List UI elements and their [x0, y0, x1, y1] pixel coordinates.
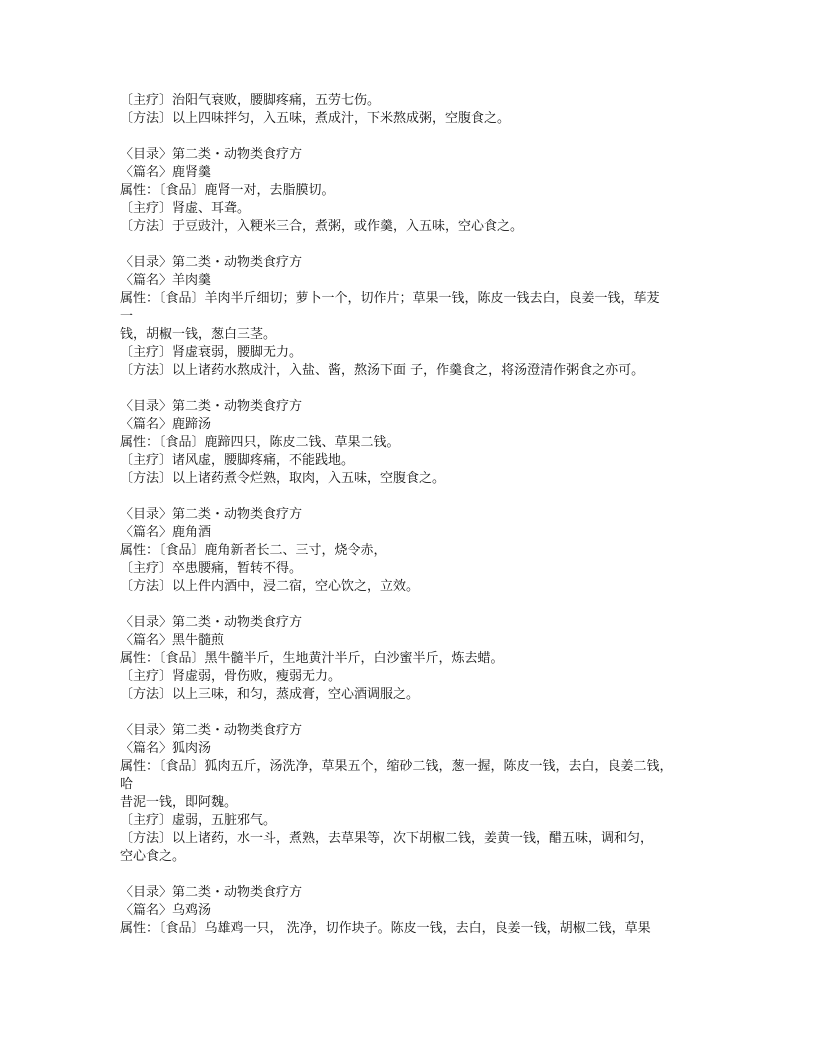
text-line: 〈篇名〉鹿肾羹 — [120, 165, 212, 180]
text-line: 钱，胡椒一钱，葱白三茎。 — [120, 327, 277, 342]
text-line: 属性：〔食品〕黑牛髓半斤，生地黄汁半斤，白沙蜜半斤，炼去蜡。 — [120, 651, 504, 666]
text-line: 属性：〔食品〕鹿肾一对，去脂膜切。 — [120, 183, 335, 198]
text-line: 〔主疗〕诸风虚，腰脚疼痛，不能践地。 — [120, 453, 355, 468]
paragraph-gap — [120, 596, 700, 614]
text-line: 〔主疗〕肾虚、耳聋。 — [120, 201, 251, 216]
text-line: 一 — [120, 309, 134, 324]
paragraph-gap — [120, 380, 700, 398]
text-line: 〈目录〉第二类・动物类食疗方 — [120, 147, 303, 162]
text-line: 属性：〔食品〕鹿蹄四只，陈皮二钱、草果二钱。 — [120, 435, 400, 450]
text-line: 〔方法〕以上件内酒中，浸二宿，空心饮之，立效。 — [120, 579, 420, 594]
text-line: 〔方法〕于豆豉汁，入粳米三合，煮粥，或作羹，入五味，空心食之。 — [120, 219, 524, 234]
recipe-entry — [120, 884, 700, 938]
text-line: 属性：〔食品〕鹿角新者长二、三寸，烧令赤， — [120, 543, 387, 558]
paragraph-gap — [120, 236, 700, 254]
text-line: 〈目录〉第二类・动物类食疗方 — [120, 885, 303, 900]
text-line: 〈篇名〉乌鸡汤 — [120, 903, 212, 918]
text-line: 〈目录〉第二类・动物类食疗方 — [120, 399, 303, 414]
text-line: 空心食之。 — [120, 849, 186, 864]
text-line: 〔方法〕以上诸药，水一斗，煮熟，去草果等，次下胡椒二钱，姜黄一钱，醋五味，调和匀， — [120, 831, 654, 846]
text-line: 〈篇名〉鹿角酒 — [120, 525, 212, 540]
recipe-entry — [120, 398, 700, 488]
text-line: 〈篇名〉鹿蹄汤 — [120, 417, 212, 432]
text-line: 〈篇名〉黑牛髓煎 — [120, 633, 225, 648]
text-line: 〔方法〕以上三味，和匀，蒸成膏，空心酒调服之。 — [120, 687, 420, 702]
text-line: 〔方法〕以上诸药水熬成汁，入盐、酱，熬汤下面 子，作羹食之，将汤澄清作粥食之亦可。 — [120, 363, 645, 378]
text-line: 属性：〔食品〕狐肉五斤，汤洗净，草果五个，缩砂二钱，葱一握，陈皮一钱，去白，良姜二钱， — [120, 759, 673, 774]
paragraph-gap — [120, 866, 700, 884]
recipe-entry — [120, 146, 700, 236]
text-line: 〈目录〉第二类・动物类食疗方 — [120, 723, 303, 738]
text-line: 〈篇名〉羊肉羹 — [120, 273, 212, 288]
paragraph-gap — [120, 128, 700, 146]
text-line: 〈篇名〉狐肉汤 — [120, 741, 212, 756]
text-line: 哈 — [120, 777, 134, 792]
recipe-entry — [120, 722, 700, 866]
text-line: 〔主疗〕治阳气衰败，腰脚疼痛，五劳七伤。 — [120, 93, 381, 108]
text-line: 〔主疗〕肾虚弱，骨伤败，瘦弱无力。 — [120, 669, 342, 684]
text-line: 〔主疗〕卒患腰痛，暂转不得。 — [120, 561, 303, 576]
recipe-entry — [120, 254, 700, 380]
paragraph-gap — [120, 704, 700, 722]
text-line: 〈目录〉第二类・动物类食疗方 — [120, 615, 303, 630]
text-line: 属性：〔食品〕羊肉半斤细切；萝卜一个，切作片；草果一钱，陈皮一钱去白，良姜一钱，荜茇 — [120, 291, 660, 306]
recipe-entry — [120, 506, 700, 596]
paragraph-gap — [120, 488, 700, 506]
text-line: 〔方法〕以上诸药煮令烂熟，取肉，入五味，空腹食之。 — [120, 471, 446, 486]
text-line: 〔方法〕以上四味拌匀，入五味，煮成汁，下米熬成粥，空腹食之。 — [120, 111, 511, 126]
text-line: 属性：〔食品〕乌雄鸡一只， 洗净，切作块子。陈皮一钱，去白，良姜一钱，胡椒二钱，草果 — [120, 921, 651, 936]
document-body — [120, 92, 700, 938]
recipe-entry — [120, 92, 700, 128]
text-line: 〈目录〉第二类・动物类食疗方 — [120, 507, 303, 522]
text-line: 〔主疗〕虚弱，五脏邪气。 — [120, 813, 277, 828]
text-line: 〔主疗〕肾虚衰弱，腰脚无力。 — [120, 345, 303, 360]
text-line: 昔泥一钱，即阿魏。 — [120, 795, 238, 810]
recipe-entry — [120, 614, 700, 704]
text-line: 〈目录〉第二类・动物类食疗方 — [120, 255, 303, 270]
